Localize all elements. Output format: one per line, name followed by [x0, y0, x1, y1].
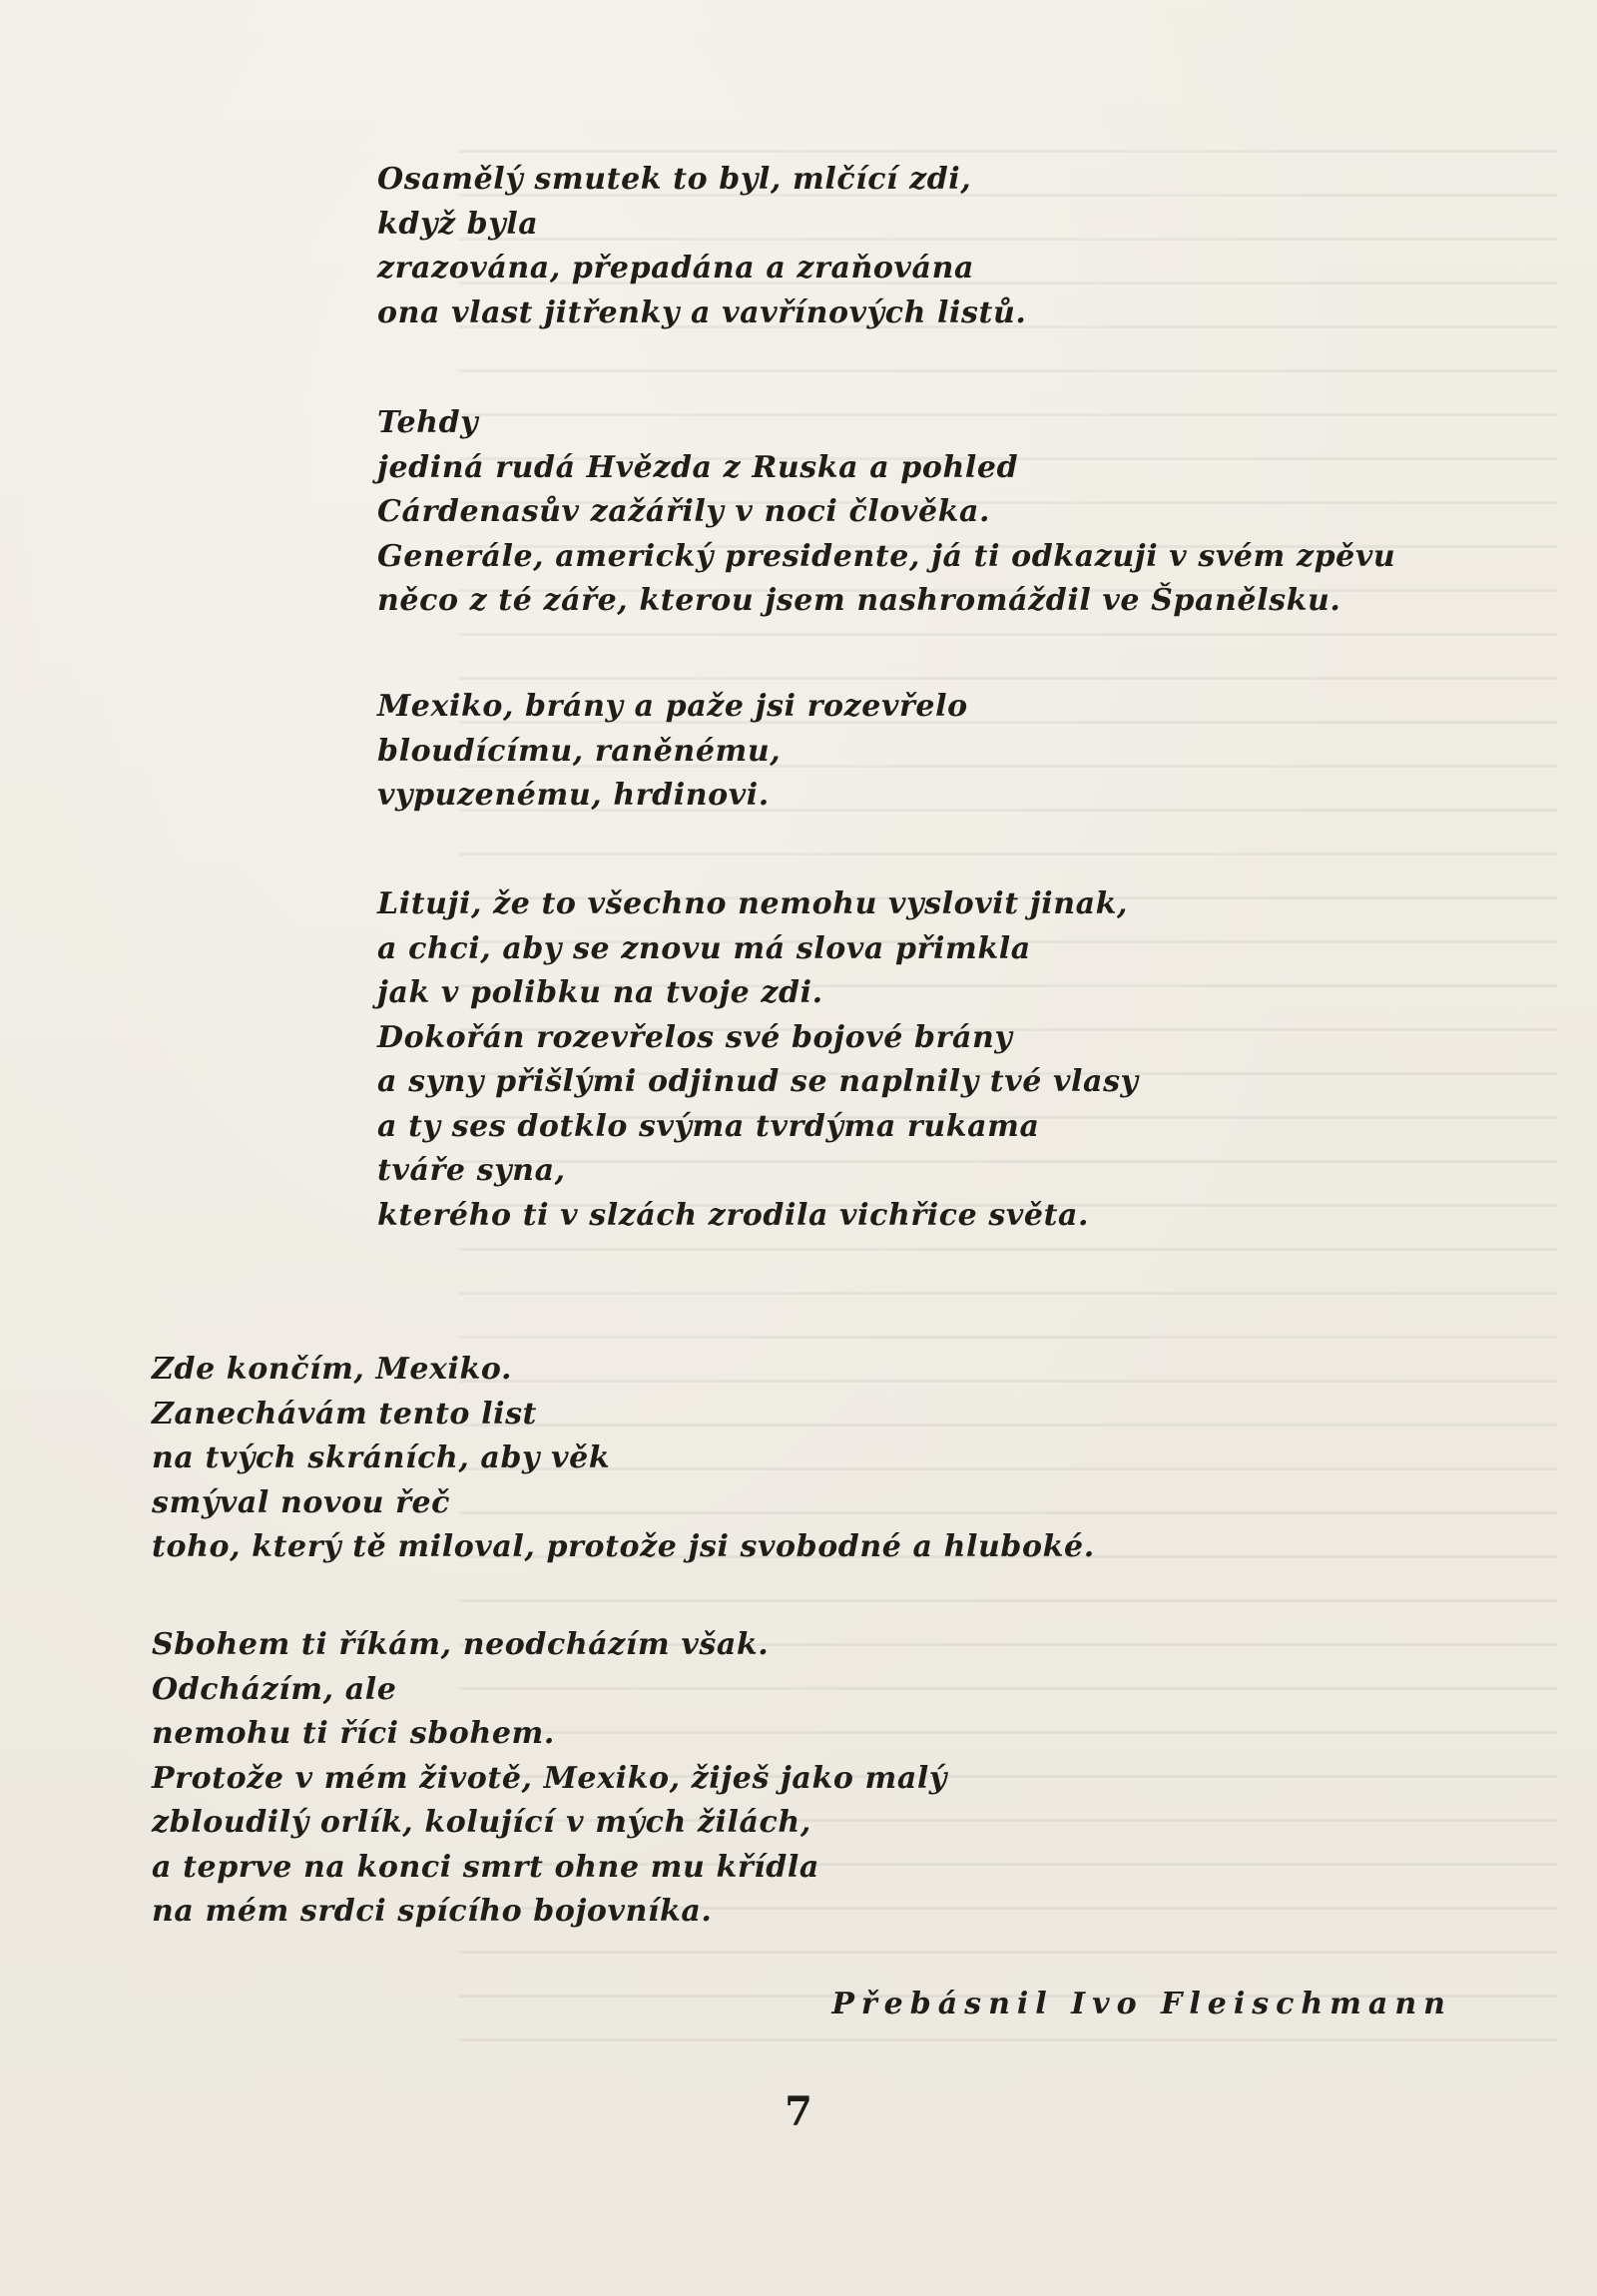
poem-line: zbloudilý orlík, kolující v mých žilách,	[152, 1805, 811, 1840]
stanza-5	[152, 1348, 1095, 1570]
poem-line: Cárdenasův zažářily v noci člověka.	[377, 494, 991, 529]
poem-line: když byla	[377, 206, 539, 242]
stanza-6	[152, 1623, 947, 1935]
poem-line: a teprve na konci smrt ohne mu křídla	[152, 1849, 819, 1885]
poem-line: Lituji, že to všechno nemohu vyslovit jinak,	[377, 886, 1129, 921]
poem-line: vypuzenému, hrdinovi.	[377, 778, 770, 813]
poem-line: Dokořán rozevřelos své bojové brány	[377, 1019, 1013, 1055]
stanza-4	[377, 882, 1139, 1238]
stanza-3	[377, 685, 968, 819]
poem-line: nemohu ti říci sbohem.	[152, 1716, 555, 1751]
poem-line: zrazována, přepadána a zraňována	[377, 251, 975, 286]
poem-line: něco z té záře, kterou jsem nashromáždil ve Španělsku.	[377, 583, 1341, 618]
poem-line: a ty ses dotklo svýma tvrdýma rukama	[377, 1108, 1040, 1144]
poem-line: ona vlast jitřenky a vavřínových listů.	[377, 294, 1027, 330]
poem-line: kterého ti v slzách zrodila vichřice světa.	[377, 1197, 1090, 1233]
poem-line: Zde končím, Mexiko.	[152, 1352, 512, 1387]
poem-line: tváře syna,	[377, 1153, 566, 1188]
poem-line: a syny přišlými odjinud se naplnily tvé vlasy	[377, 1064, 1139, 1099]
poem-line: Tehdy	[377, 405, 479, 440]
poem-line: Zanechávám tento list	[152, 1396, 538, 1432]
poem-line: a chci, aby se znovu má slova přimkla	[377, 930, 1031, 966]
poem-line: na mém srdci spícího bojovníka.	[152, 1894, 713, 1929]
page-number: 7	[785, 2088, 812, 2135]
poem-line: Osamělý smutek to byl, mlčící zdi,	[377, 162, 972, 197]
poem-line: jak v polibku na tvoje zdi.	[377, 975, 823, 1010]
poem-line: Protože v mém životě, Mexiko, žiješ jako malý	[152, 1760, 947, 1796]
poem-line: na tvých skráních, aby věk	[152, 1440, 611, 1475]
poem-line: smýval novou řeč	[152, 1484, 451, 1520]
stanza-1	[377, 158, 1026, 335]
poem-line: Odcházím, ale	[152, 1671, 397, 1707]
poem-line: bloudícímu, raněnému,	[377, 733, 782, 769]
poem-line: Sbohem ti říkám, neodcházím však.	[152, 1627, 770, 1662]
poem-line: Generále, americký presidente, já ti odkazuji v svém zpěvu	[377, 538, 1396, 574]
poem-line: Mexiko, brány a paže jsi rozevřelo	[377, 689, 968, 724]
translator-credit: Přebásnil Ivo Fleischmann	[831, 1987, 1452, 2021]
poem-line: toho, který tě miloval, protože jsi svobodné a hluboké.	[152, 1529, 1095, 1564]
poem-line: jediná rudá Hvězda z Ruska a pohled	[377, 449, 1019, 485]
stanza-2	[377, 401, 1395, 624]
